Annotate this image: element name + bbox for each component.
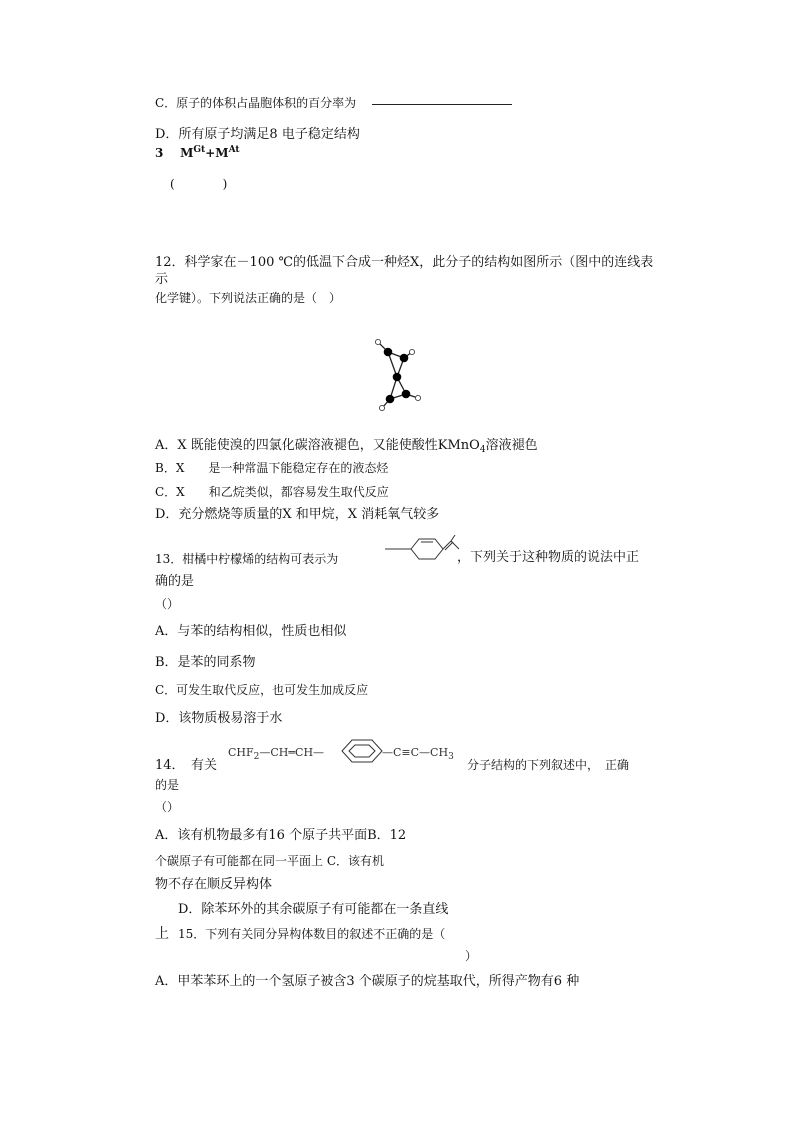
q14-formula-right (382, 746, 454, 762)
formula-alkene: —CH═CH— (259, 746, 325, 759)
q14-paren: （） (155, 800, 180, 814)
q14-formula-left (228, 746, 325, 762)
q15-stem: 15．下列有关同分异构体数目的叙述不正确的是（ (178, 927, 446, 941)
q12-option-a (155, 438, 538, 455)
garble-prefix: 3 (155, 146, 164, 160)
hydrogen-atom (415, 395, 420, 400)
q12-option-d: D．充分燃烧等质量的X 和甲烷，X 消耗氧气较多 (155, 507, 440, 522)
carbon-atom (386, 395, 395, 404)
q12-stem-line2: 示 (155, 272, 169, 287)
limonene-structure-figure (385, 535, 465, 565)
q14-stem-line2: 的是 (155, 778, 180, 792)
hydrogen-atom (379, 405, 384, 410)
q14-line-c: 物不存在顺反异构体 (155, 877, 273, 892)
q11-answer-paren: ( ) (170, 177, 228, 191)
q13-option-c: C．可发生取代反应，也可发生加成反应 (155, 683, 369, 697)
carbon-atom (402, 390, 411, 399)
q14-stem-cont: 分子结构的下列叙述中， 正确 (467, 758, 630, 772)
q12-stem-line1: 12．科学家在－100 ℃的低温下合成一种烃X，此分子的结构如图所示（图中的连线表 (155, 255, 654, 270)
q15-stem-close: ） (465, 949, 478, 963)
carbon-atom (384, 348, 393, 357)
garble-m1: M (180, 146, 194, 160)
garble-sup2: At (228, 145, 240, 155)
hydrocarbon-x-structure-figure (370, 336, 430, 416)
carbon-atom (400, 354, 409, 363)
q12-option-a-text: A．X 既能使溴的四氯化碳溶液褪色，又能使酸性KMnO (155, 438, 480, 453)
q13-stem-line2: 确的是 (155, 574, 195, 589)
formula-chf: CHF (228, 746, 254, 759)
q13-stem: 13．柑橘中柠檬烯的结构可表示为 (155, 552, 339, 566)
q11-option-d: D．所有原子均满足8 电子稳定结构 (155, 127, 360, 142)
q13-paren: （） (155, 597, 180, 611)
q15-option-a: A．甲苯苯环上的一个氢原子被含3 个碳原子的烷基取代，所得产物有6 种 (155, 974, 580, 989)
q11-garbled-formula (155, 147, 240, 160)
q12-option-a-sub: 4 (479, 445, 486, 455)
carbon-atom (393, 373, 402, 382)
formula-chf-sub: 2 (253, 752, 260, 762)
q14-line-b: 个碳原子有可能都在同一平面上 C．该有机 (155, 854, 384, 868)
q13-option-b: B．是苯的同系物 (155, 655, 256, 670)
hydrogen-atom (409, 349, 414, 354)
q14-line-d: D．除苯环外的其余碳原子有可能都在一条直线 (178, 902, 449, 917)
q14-line-a: A．该有机物最多有16 个原子共平面B．12 (155, 828, 407, 843)
formula-alkyne: —C≡C—CH (382, 746, 449, 759)
q15-continuation-char: 上 (155, 926, 169, 942)
formula-ch3-sub: 3 (448, 752, 454, 762)
q12-option-a-tail: 溶液褪色 (485, 438, 538, 453)
q14-stem: 14． 有关 (155, 758, 218, 773)
garble-m2: M (215, 146, 229, 160)
garble-plus: + (205, 146, 216, 160)
q12-option-c: C．X 和乙烷类似，都容易发生取代反应 (155, 485, 389, 499)
q12-option-b: B．X 是一种常温下能稳定存在的液态烃 (155, 461, 389, 475)
garble-sup1: Gt (193, 145, 206, 155)
q13-stem-cont: ，下列关于这种物质的说法中正 (457, 550, 640, 565)
q12-stem-line3: 化学键）。下列说法正确的是（ ） (155, 291, 342, 305)
q13-option-a: A．与苯的结构相似，性质也相似 (155, 624, 347, 639)
q13-option-d: D．该物质极易溶于水 (155, 711, 283, 726)
q11-option-c: C．原子的体积占晶胞体积的百分率为 (155, 96, 357, 110)
answer-blank-line (372, 104, 512, 105)
hydrogen-atom (375, 339, 380, 344)
benzene-ring-icon (338, 738, 388, 764)
